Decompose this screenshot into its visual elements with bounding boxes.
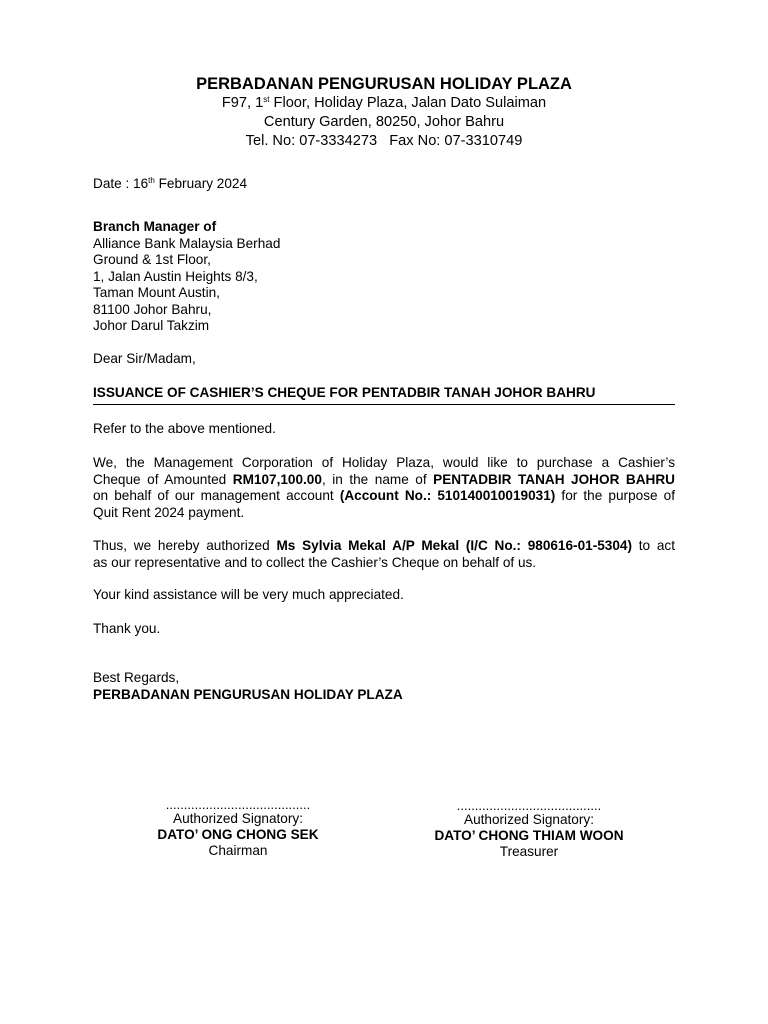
subject-line: ISSUANCE OF CASHIER’S CHEQUE FOR PENTADBIR TANAH JOHOR BAHRU: [93, 385, 675, 405]
recipient-line: Taman Mount Austin,: [93, 285, 220, 300]
closing: [93, 670, 675, 703]
account-number: (Account No.: 510140010019031): [339, 488, 556, 503]
closing-regards: Best Regards,: [93, 670, 180, 685]
signature-block-chairman: [108, 799, 368, 859]
recipient-line: 81100 Johor Bahru,: [93, 301, 212, 317]
signatory-label: Authorized Signatory:: [464, 812, 594, 827]
recipient-line: Ground & 1st Floor,: [93, 252, 211, 267]
recipient-line: Johor Darul Takzim: [93, 318, 210, 333]
salutation: Dear Sir/Madam,: [93, 351, 196, 366]
body-paragraph-4: Your kind assistance will be very much appreciated.: [93, 587, 404, 602]
recipient-address: [93, 219, 675, 335]
signature-line: ........................................: [165, 797, 311, 812]
body-paragraph-1: Refer to the above mentioned.: [93, 421, 276, 436]
body-paragraph-5: Thank you.: [93, 621, 161, 636]
signatory-label: Authorized Signatory:: [173, 811, 303, 826]
letterhead-contact: Tel. No: 07-3334273 Fax No: 07-3310749: [245, 133, 523, 149]
signature-block-treasurer: [399, 800, 659, 860]
recipient-title: Branch Manager of: [93, 219, 217, 234]
recipient-line: Alliance Bank Malaysia Berhad: [93, 235, 281, 251]
letterhead: [0, 74, 768, 151]
cheque-amount: RM107,100.00: [232, 471, 322, 487]
letter-date: Date : 16th February 2024: [93, 176, 248, 191]
representative-name: Ms Sylvia Mekal A/P Mekal (I/C No.: 980616-01-5304): [276, 538, 632, 553]
letterhead-address-1: F97, 1st Floor, Holiday Plaza, Jalan Dato Sulaiman: [221, 95, 547, 111]
signatory-role: Chairman: [208, 843, 268, 858]
letterhead-org: PERBADANAN PENGURUSAN HOLIDAY PLAZA: [196, 75, 572, 93]
signatory-role: Treasurer: [499, 844, 559, 859]
signatory-name: DATO’ CHONG THIAM WOON: [434, 828, 624, 843]
signature-line: ........................................: [456, 798, 602, 813]
signatory-name: DATO’ ONG CHONG SEK: [157, 827, 319, 842]
recipient-line: 1, Jalan Austin Heights 8/3,: [93, 268, 258, 284]
body-paragraph-2: We, the Management Corporation of Holiday Plaza, would like to purchase a Cashier’s Cheque of Amounted RM107,100.00, in the name of PENTADBIR TANAH JOHOR BAHRU on behalf of our management account (Account No.: 510140010019031) for the purpose of Quit Rent 2024 payment.: [93, 455, 676, 520]
letterhead-address-2: Century Garden, 80250, Johor Bahru: [263, 114, 505, 130]
payee-name: PENTADBIR TANAH JOHOR BAHRU: [433, 471, 676, 487]
body-paragraph-3: Thus, we hereby authorized Ms Sylvia Mekal A/P Mekal (I/C No.: 980616-01-5304) to act as our representative and to collect the Cashier’s Cheque on behalf of us.: [93, 538, 675, 570]
closing-org: PERBADANAN PENGURUSAN HOLIDAY PLAZA: [93, 686, 403, 702]
